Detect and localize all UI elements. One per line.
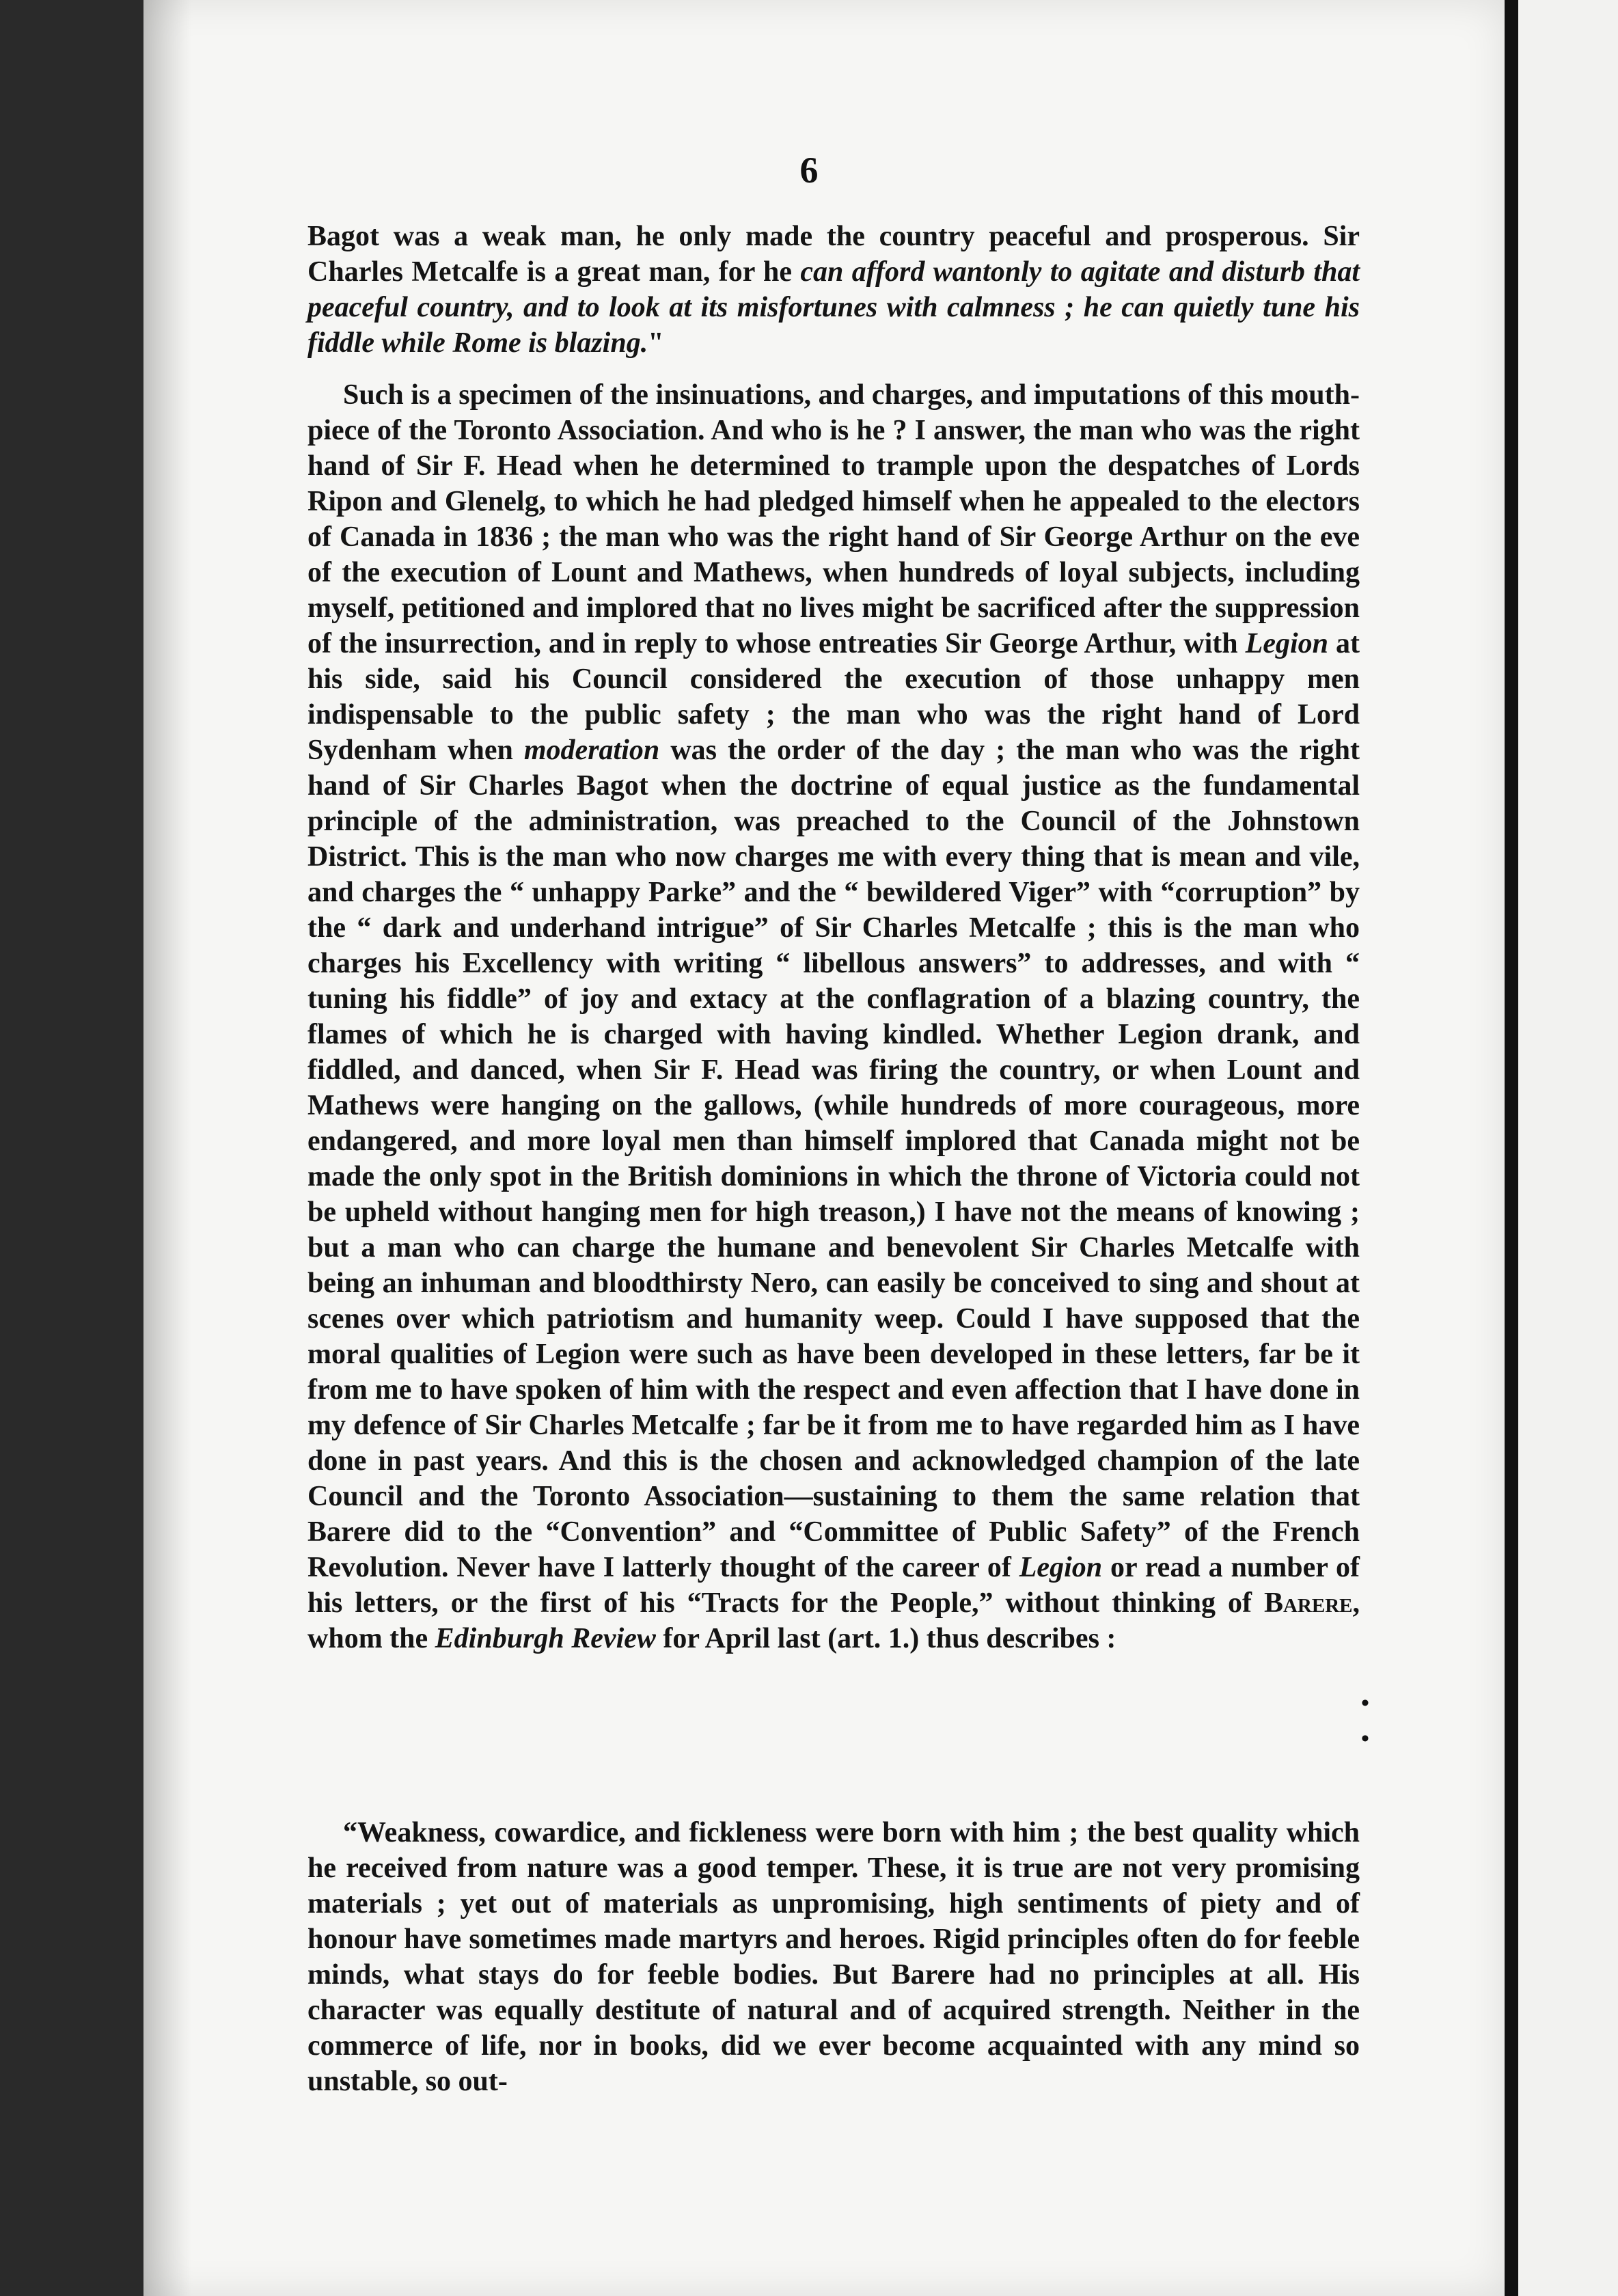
italic-legion: Legion (1019, 1552, 1103, 1583)
page-number: 6 (799, 150, 819, 191)
closing-quote (307, 1815, 1360, 2099)
opening-quote (307, 219, 1360, 361)
page-gutter (1505, 0, 1518, 2296)
opening-quote-paragraph: Bagot was a weak man, he only made the country peaceful and prosperous. Sir Charles Metcalfe is a great man, for he can afford wantonly to agitate and disturb that peaceful country, and to look at its misfortunes with calmness ; he can quietly tune his fiddle while Rome is blazing." (307, 221, 1360, 359)
margin-mark: • (1361, 1691, 1369, 1716)
closing-quote-paragraph: “Weakness, cowardice, and fickleness were born with him ; the best quality which he received from nature was a good temper. These, it is true are not very promising materials ; yet out of materials as unpromising, high sentiments of piety and of honour have sometimes made martyrs and heroes. Rigid principles often do for feeble minds, what stays do for feeble bodies. But Barere had no principles at all. His character was equally destitute of natural and of acquired strength. Neither in the commerce of life, nor in books, did we ever become acquainted with any mind so unstable, so out- (307, 1817, 1360, 2097)
margin-mark: • (1361, 1726, 1369, 1751)
main-paragraph (307, 377, 1360, 1656)
italic-passage: can afford wantonly to agitate and disturb that peaceful country, and to look at its misfortunes with calmness ; he can quietly tune his fiddle while Rome is blazing. (307, 256, 1360, 359)
small-caps-barere: Barere (1263, 1587, 1353, 1619)
italic-moderation: moderation (523, 735, 660, 766)
page-shadow (143, 0, 191, 2296)
italic-edinburgh-review: Edinburgh Review (435, 1623, 656, 1654)
facing-page-edge (1518, 0, 1618, 2296)
main-paragraph-text: Such is a specimen of the insinuations, and charges, and imputations of this mouth-piece of the Toronto Association. And who is he ? I answer, the man who was the right hand of Sir F. Head when he determined to trample upon the despatches of Lords Ripon and Glenelg, to which he had pledged himself when he appealed to the electors of Canada in 1836 ; the man who was the right hand of Sir George Arthur on the eve of the execution of Lount and Mathews, when hundreds of loyal subjects, including myself, petitioned and implored that no lives might be sacrificed after the suppression of the insurrection, and in reply to whose entreaties Sir George Arthur, with Legion at his side, said his Council considered the execution of those unhappy men indispensable to the public safety ; the man who was the right hand of Lord Sydenham when moderation was the order of the day ; the man who was the right hand of Sir Charles Bagot when the doctrine of equal justice as the fundamental principle of the administration, was preached to the Council of the Johnstown District. This is the man who now charges me with every thing that is mean and vile, and charges the “ unhappy Parke” and the “ bewildered Viger” with “corruption” by the “ dark and underhand intrigue” of Sir Charles Metcalfe ; this is the man who charges his Excellency with writing “ libellous answers” to addresses, and with “ tuning his fiddle” of joy and extacy at the conflagration of a blazing country, the flames of which he is charged with having kindled. Whether Legion drank, and fiddled, and danced, when Sir F. Head was firing the country, or when Lount and Mathews were hanging on the gallows, (while hundreds of more courageous, more endangered, and more loyal men than himself implored that Canada might not be made the only spot in the British dominions in which the throne of Victoria could not be upheld without hanging men for high treason,) I have not the means of knowing ; but a man who can charge the humane and benevolent Sir Charles Metcalfe with being an inhuman and bloodthirsty Nero, can easily be conceived to sing and shout at scenes over which patriotism and humanity weep. Could I have supposed that the moral qualities of Legion were such as have been developed in these letters, far be it from me to have spoken of him with the respect and even affection that I have done in my defence of Sir Charles Metcalfe ; far be it from me to have regarded him as I have done in past years. And this is the chosen and acknowledged champion of the late Council and the Toronto Association—sustaining to them the same relation that Barere did to the “Convention” and “Committee of Public Safety” of the French Revolution. Never have I latterly thought of the career of Legion or read a number of his letters, or the first of his “Tracts for the People,” without thinking of Barere, whom the Edinburgh Review for April last (art. 1.) thus describes : (307, 379, 1360, 1654)
italic-legion: Legion (1245, 628, 1328, 659)
